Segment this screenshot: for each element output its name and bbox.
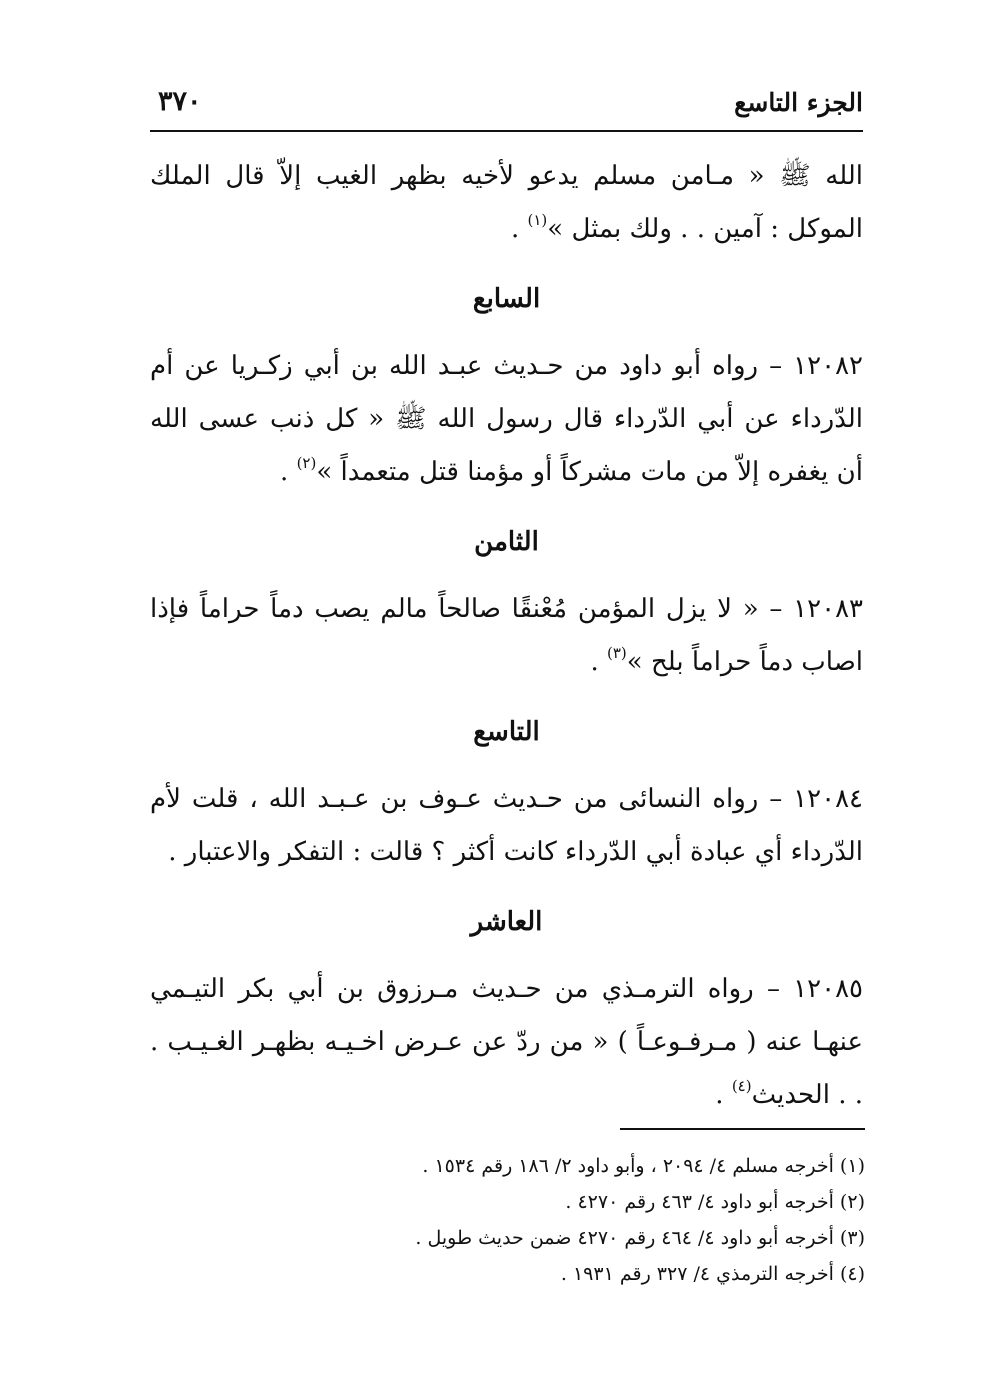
hadith-12083 (150, 583, 863, 689)
footnote-4: (٤) أخرجه الترمذي ٤/ ٣٢٧ رقم ١٩٣١ . (560, 1263, 865, 1285)
section-title-seventh: السابع (472, 284, 541, 314)
opening-end: . (510, 214, 528, 244)
footnote-ref-3: (٣) (607, 644, 627, 662)
section-title-eighth: الثامن (474, 527, 539, 557)
footnote-1: (١) أخرجه مسلم ٤/ ٢٠٩٤ ، وأبو داود ٢/ ١٨٦ رقم ١٥٣٤ . (422, 1155, 865, 1177)
hadith-12084 (150, 773, 863, 879)
page-number: ٣٧٠ (158, 86, 202, 117)
footnote-ref-1: (١) (527, 211, 548, 229)
footnote-divider (620, 1128, 865, 1130)
main-text (150, 150, 863, 1122)
hadith-number: ١٢٠٨٢ (793, 351, 863, 381)
footnote-2: (٢) أخرجه أبو داود ٤/ ٤٦٣ رقم ٤٢٧٠ . (565, 1191, 865, 1213)
hadith-number: ١٢٠٨٣ (793, 594, 863, 624)
hadith-12085 (150, 963, 863, 1122)
hadith-12082 (150, 340, 863, 499)
footnotes (300, 1148, 865, 1292)
hadith-text: – رواه أبو داود من حـديث عبـد الله بن أبي زكـريا عن أم الدّرداء عن أبي الدّرداء قال رسول الله ﷺ « كل ذنب عسى الله أن يغفره إلاّ من مات مشركاً أو مؤمنا قتل متعمداً » (150, 351, 863, 487)
hadith-text: – رواه النسائى من حـديث عـوف بن عـبـد الله ، قلت لأم الدّرداء أي عبادة أبي الدّرداء كانت أكثر ؟ قالت : التفكر والاعتبار . (150, 784, 863, 867)
hadith-number: ١٢٠٨٥ (793, 974, 863, 1004)
hadith-text: – رواه الترمـذي من حـديث مـرزوق بن أبي بكر التيـمي عنهـا عنه ( مـرفـوعـاً ) « من ردّ عن عـرض اخـيـه بظهـر الغـيـب . . . الحديث (150, 974, 863, 1110)
hadith-end: . (715, 1080, 732, 1110)
footnote-ref-2: (٢) (296, 454, 317, 472)
opening-paragraph (150, 150, 863, 256)
footnote-ref-4: (٤) (731, 1077, 752, 1095)
opening-text: الله ﷺ « مـامن مسلم يدعو لأخيه بظهر الغيب إلاّ قال الملك الموكل : آمين . . ولك بمثل » (150, 161, 863, 244)
hadith-text: – « لا يزل المؤمن مُعْنقًا صالحاً مالم يصب دماً حراماً فإذا اصاب دماً حراماً بلح » (150, 594, 863, 677)
running-header (150, 82, 863, 132)
hadith-end: . (590, 647, 607, 677)
book-part-title: الجزء التاسع (734, 88, 863, 117)
section-title-tenth: العاشر (470, 907, 543, 937)
hadith-end: . (280, 457, 297, 487)
section-title-ninth: التاسع (473, 717, 540, 747)
hadith-number: ١٢٠٨٤ (793, 784, 863, 814)
footnote-3: (٣) أخرجه أبو داود ٤/ ٤٦٤ رقم ٤٢٧٠ ضمن حديث طويل . (415, 1227, 865, 1249)
